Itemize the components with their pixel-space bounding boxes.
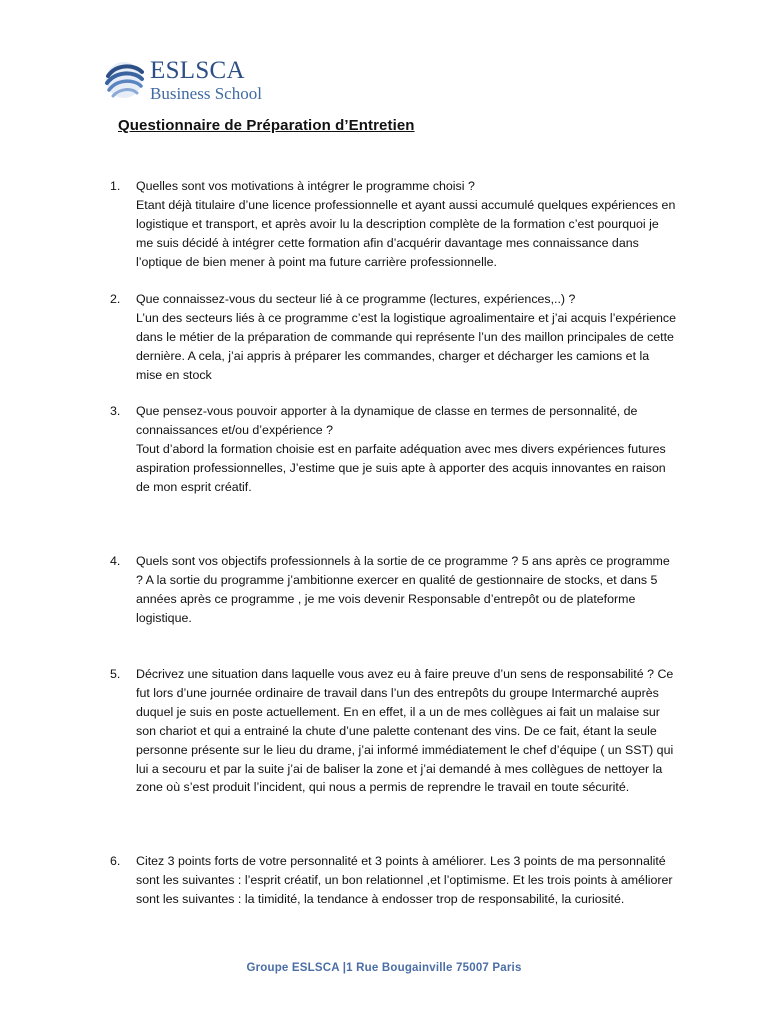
logo-swoosh-icon <box>104 58 144 102</box>
question-item <box>110 665 678 797</box>
question-item <box>110 290 678 385</box>
question-text: Quels sont vos objectifs professionnels à la sortie de ce programme ? <box>136 554 519 568</box>
question-item <box>110 552 678 628</box>
question-item <box>110 402 678 497</box>
question-number: 6. <box>110 854 121 868</box>
question-number: 1. <box>110 179 121 193</box>
answer-text: 5 ans après ce programme ? A la sortie du programme j’ambitionne exercer en qualité de gestionnaire de stocks, et dans 5 années après ce programme , je me vois devenir Responsable d’entrepôt ou de plateforme logistique. <box>136 554 670 625</box>
question-number: 4. <box>110 554 121 568</box>
question-number: 2. <box>110 292 121 306</box>
question-text: Citez 3 points forts de votre personnalité et 3 points à améliorer. <box>136 854 487 868</box>
document-title: Questionnaire de Préparation d’Entretien <box>118 117 415 134</box>
question-number: 3. <box>110 404 121 418</box>
question-item <box>110 852 678 909</box>
question-number: 5. <box>110 667 121 681</box>
question-text: Décrivez une situation dans laquelle vous avez eu à faire preuve d’un sens de responsabilité ? <box>136 667 654 681</box>
question-item <box>110 177 678 272</box>
answer-text: Ce fut lors d’une journée ordinaire de travail dans l’un des entrepôts du groupe Intermarché auprès duquel je suis en poste actuellement. En en effet, il a un de mes collègues ai fait un malaise sur son chariot et qui a entrainé la chute d’une palette contenant des vins. De ce fait, étant la seule personne présente sur le lieu du drame, j’ai informé immédiatement le chef d’équipe ( un SST) qui lui a secouru et par la suite j’ai de baliser la zone et j’ai demandé à mes collègues de nettoyer la zone où s’est produit l’incident, qui nous a permis de reprendre le travail en toute sécurité. <box>136 667 674 795</box>
eslsca-logo <box>104 58 304 108</box>
logo-name: ESLSCA <box>150 57 245 84</box>
question-text: Quelles sont vos motivations à intégrer le programme choisi ? <box>136 179 475 193</box>
answer-text: Tout d’abord la formation choisie est en parfaite adéquation avec mes divers expériences futures aspiration professionnelles, J’estime que je suis apte à apporter des acquis innovantes en raison de mon esprit créatif. <box>136 441 666 494</box>
logo-subtitle: Business School <box>150 84 262 103</box>
answer-text: Les 3 points de ma personnalité sont les suivantes : l’esprit créatif, un bon relationnel ,et l’optimisme. Et les trois points à améliorer sont les suivantes : la timidité, la tendance à endosser trop de responsabilité, la curiosité. <box>136 854 673 906</box>
answer-text: L’un des secteurs liés à ce programme c’est la logistique agroalimentaire et j’ai acquis l’expérience dans le métier de la préparation de commande qui représente l’un des maillon principales de cette dernière. A cela, j’ai appris à préparer les commandes, charger et décharger les camions et la mise en stock <box>136 310 676 382</box>
answer-text: Etant déjà titulaire d’une licence professionnelle et ayant aussi accumulé quelques expériences en logistique et transport, et après avoir lu la description complète de la formation c’est pourquoi je me suis décidé à intégrer cette formation afin d’acquérir davantage mes connaissance dans l’optique de bien mener à point ma future carrière professionnelle. <box>136 197 676 269</box>
question-text: Que pensez-vous pouvoir apporter à la dynamique de classe en termes de personnalité, de connaissances et/ou d’expérience ? <box>136 404 638 437</box>
page-footer: Groupe ESLSCA |1 Rue Bougainville 75007 Paris <box>246 962 522 974</box>
question-text: Que connaissez-vous du secteur lié à ce programme (lectures, expériences,..) ? <box>136 292 576 306</box>
